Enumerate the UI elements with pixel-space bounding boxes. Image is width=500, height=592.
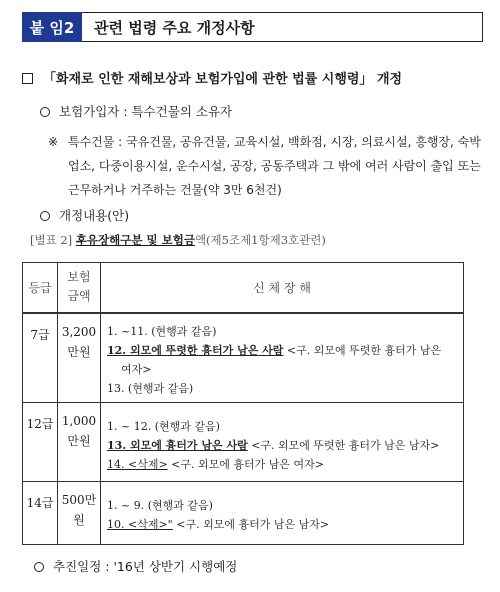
body-line-rest: <구. 외모에 뚜렷한 흉터가 남은 <box>283 343 442 357</box>
special-building-note <box>48 130 486 202</box>
body-cell <box>101 402 464 481</box>
revision-text: 개정내용(안) <box>59 208 130 223</box>
body-line <box>107 515 457 534</box>
section-title: 「화재로 인한 재해보상과 보험가입에 관한 법률 시행령」 개정 <box>43 72 403 87</box>
annex-prefix: [별표 2] <box>30 233 76 247</box>
body-line-bold: 13. 외모에 흉터가 남은 사람 <box>107 438 248 452</box>
disability-table <box>22 262 464 545</box>
body-line <box>107 436 457 455</box>
body-line-bold: 10. <삭제>" <box>107 517 173 531</box>
header-amount: 보험금액 <box>58 263 101 313</box>
body-cell <box>101 481 464 544</box>
table-row <box>23 313 464 403</box>
schedule-text: 추진일정 : '16년 상반기 시행예정 <box>53 559 238 574</box>
body-line-bold: 14. <삭제> <box>107 457 168 471</box>
page-header <box>22 12 483 42</box>
body-line: 1. ~ 9. (현행과 같음) <box>107 498 213 512</box>
grade-cell: 7급 <box>23 313 58 403</box>
body-line: 13. (현행과 같음) <box>107 381 194 395</box>
body-line: 여자> <box>121 362 152 376</box>
amount-cell: 1,000만원 <box>58 402 101 481</box>
reference-mark-icon: ※ <box>48 135 59 149</box>
section-heading <box>22 68 402 87</box>
body-line <box>107 455 457 474</box>
amount-cell: 500만원 <box>58 481 101 544</box>
body-line-rest: <구. 외모에 흉터가 남은 남자> <box>172 517 330 531</box>
grade-cell: 12급 <box>23 402 58 481</box>
circle-bullet-icon <box>40 211 50 221</box>
insured-text: 보험가입자 : 특수건물의 소유자 <box>59 104 233 119</box>
body-line-rest: <구. 외모에 뚜렷한 흉터가 남은 남자> <box>247 438 440 452</box>
annex-caption <box>30 232 326 248</box>
circle-bullet-icon <box>34 562 44 572</box>
body-line <box>107 341 457 360</box>
annex-suffix: 액(제5조제1항제3호관련) <box>194 233 326 247</box>
table-row <box>23 402 464 481</box>
grade-cell: 14급 <box>23 481 58 544</box>
body-line-bold: 12. 외모에 뚜렷한 흉터가 남은 사람 <box>107 343 284 357</box>
annex-bold-title: 후유장해구분 및 보험금 <box>75 233 195 247</box>
body-line-rest: <구. 외모에 흉터가 남은 여자> <box>167 457 324 471</box>
table-row <box>23 481 464 544</box>
revision-item <box>40 206 129 224</box>
circle-bullet-icon <box>40 107 50 117</box>
body-cell <box>101 313 464 403</box>
body-line: 1. ~11. (현행과 같음) <box>107 324 217 338</box>
amount-cell: 3,200만원 <box>58 313 101 403</box>
note-text: 특수건물 : 국유건물, 공유건물, 교육시설, 백화점, 시장, 의료시설, 흥행장, 숙박업소, 다중이용시설, 운수시설, 공장, 공동주택과 그 밖에 여러 사람이 출입 또는 근무하거나 거주하는 건물(약 3만 6천건) <box>68 135 481 197</box>
attachment-tag: 붙 임2 <box>22 12 82 42</box>
table-header-row <box>23 263 464 313</box>
body-line: 1. ~ 12. (현행과 같음) <box>107 419 220 433</box>
page-title: 관련 법령 주요 개정사항 <box>82 12 483 42</box>
insured-item <box>40 102 232 120</box>
square-bullet-icon <box>22 73 33 84</box>
header-grade: 등급 <box>23 263 58 313</box>
header-body: 신 체 장 해 <box>101 263 464 313</box>
schedule-item <box>34 557 237 575</box>
